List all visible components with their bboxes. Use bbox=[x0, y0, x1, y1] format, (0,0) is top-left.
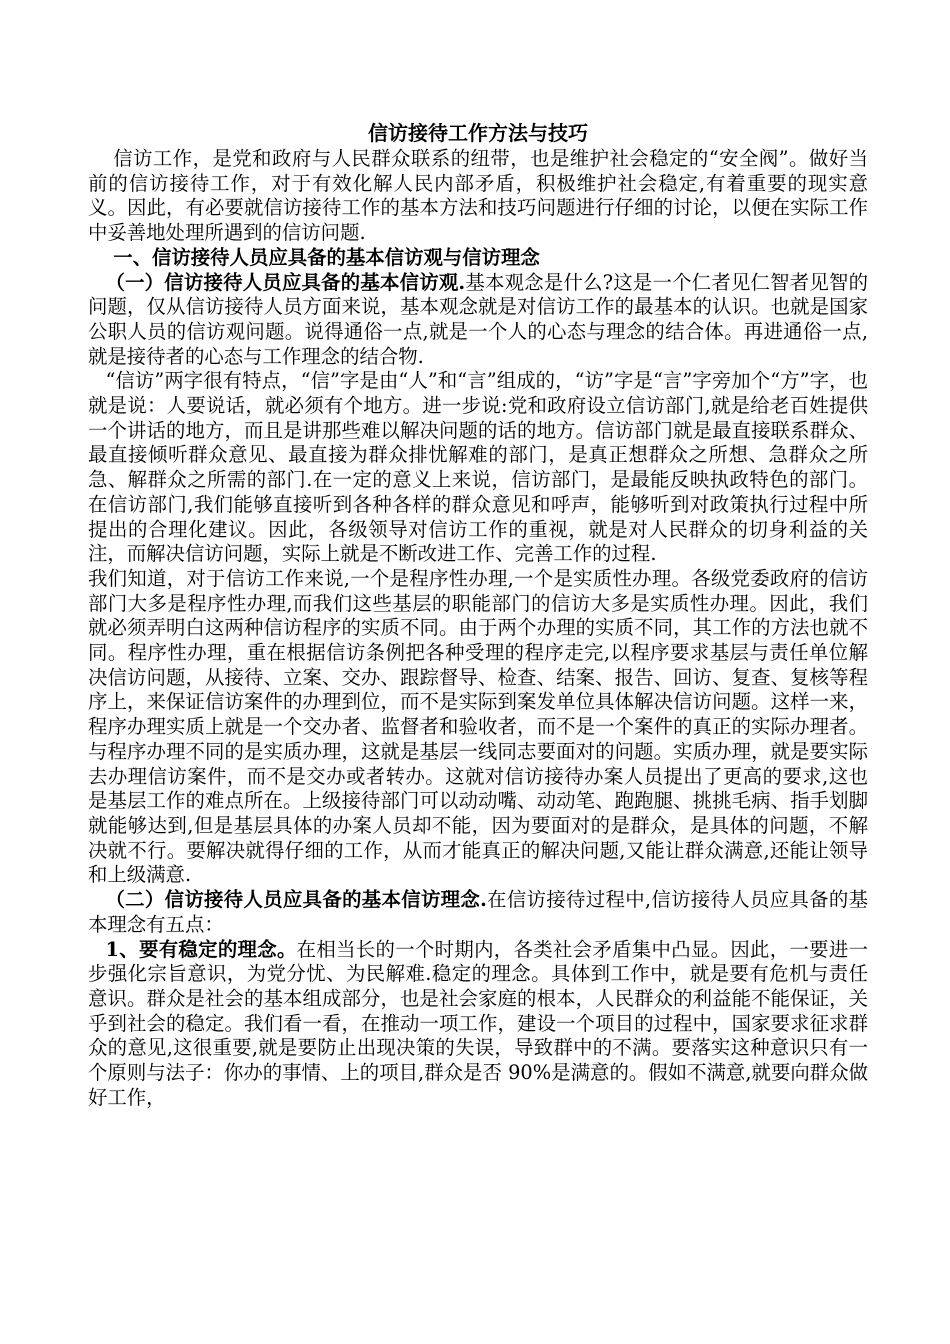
xinfang-meaning-paragraph: “信访”两字很有特点，“信”字是由“人”和“言”组成的，“访”字是“言”字旁加个“方”字，也就是说：人要说话，就必须有个地方。进一步说:党和政府设立信访部门,就是给老百姓提供一个讲话的地方，而且是讲那些难以解决问题的话的地方。信访部门就是最直接联系群众、最直接倾听群众意见、最直接为群众排忧解难的部门，是真正想群众之所想、急群众之所急、解群众之所需的部门.在一定的意义上来说，信访部门，是最能反映执政特色的部门。在信访部门,我们能够直接听到各种各样的群众意见和呼声，能够听到对政策执行过程中所提出的合理化建议。因此，各级领导对信访工作的重视，就是对人民群众的切身利益的关注，而解决信访问题，实际上就是不断改进工作、完善工作的过程. bbox=[88, 369, 868, 566]
subsection-1-heading: （一）信访接待人员应具备的基本信访观. bbox=[105, 270, 466, 294]
point-1-heading: 1、要有稳定的理念。 bbox=[105, 937, 297, 961]
subsection-2-heading: （二）信访接待人员应具备的基本信访理念. bbox=[105, 888, 487, 912]
procedure-paragraph: 我们知道，对于信访工作来说,一个是程序性办理,一个是实质性办理。各级党委政府的信访部门大多是程序性办理,而我们这些基层的职能部门的信访大多是实质性办理。因此，我们就必须弄明白这两种信访程序的实质不同。由于两个办理的实质不同，其工作的方法也就不同。程序性办理，重在根据信访条例把各种受理的程序走完,以程序要求基层与责任单位解决信访问题，从接待、立案、交办、跟踪督导、检查、结案、报告、回访、复查、复核等程序上，来保证信访案件的办理到位，而不是实际到案发单位具体解决信访问题。这样一来，程序办理实质上就是一个交办者、监督者和验收者，而不是一个案件的真正的实际办理者。与程序办理不同的是实质办理，这就是基层一线同志要面对的问题。实质办理，就是要实际去办理信访案件，而不是交办或者转办。这就对信访接待办案人员提出了更高的要求,这也是基层工作的难点所在。上级接待部门可以动动嘴、动动笔、跑跑腿、挑挑毛病、指手划脚就能够达到,但是基层具体的办案人员却不能，因为要面对的是群众，是具体的问题，不解决就不行。要解决就得仔细的工作，从而才能真正的解决问题,又能让群众满意,还能让领导和上级满意. bbox=[88, 566, 868, 887]
intro-paragraph: 信访工作，是党和政府与人民群众联系的纽带，也是维护社会稳定的“安全阀”。做好当前的信访接待工作，对于有效化解人民内部矛盾，积极维护社会稳定,有着重要的现实意义。因此，有必要就信访接待工作的基本方法和技巧问题进行仔细的讨论，以便在实际工作中妥善地处理所遇到的信访问题. bbox=[88, 147, 868, 245]
point-1-text: 在相当长的一个时期内，各类社会矛盾集中凸显。因此，一要进一步强化宗旨意识，为党分忧、为民解难.稳定的理念。具体到工作中，就是要有危机与责任意识。群众是社会的基本组成部分，也是社会家庭的根本，人民群众的利益能不能保证，关乎到社会的稳定。我们看一看，在推动一项工作，建设一个项目的过程中，国家要求征求群众的意见,这很重要,就是要防止出现决策的失误，导致群中的不满。要落实这种意识只有一个原则与法子：你办的事情、上的项目,群众是否 90%是满意的。假如不满意,就要向群众做好工作， bbox=[88, 937, 868, 1109]
section-1-heading: 一、信访接待人员应具备的基本信访观与信访理念 bbox=[113, 245, 540, 269]
subsection-1-text: 基本观念是什么?这是一个仁者见仁智者见智的问题，仅从信访接待人员方面来说，基本观念就是对信访工作的最基本的认识。也就是国家公职人员的信访观问题。说得通俗一点,就是一个人的心态与理念的结合体。再进通俗一点,就是接待者的心态与工作理念的结合物. bbox=[88, 270, 868, 368]
subsection-2-text: 在信访接待过程中,信访接待人员应具备的基本理念有五点： bbox=[88, 888, 868, 936]
document-title: 信访接待工作方法与技巧 bbox=[368, 121, 588, 145]
document-page bbox=[88, 120, 868, 1110]
subsection-2-paragraph bbox=[88, 888, 868, 937]
subsection-1-paragraph bbox=[88, 271, 868, 370]
point-1-paragraph bbox=[88, 938, 868, 1111]
